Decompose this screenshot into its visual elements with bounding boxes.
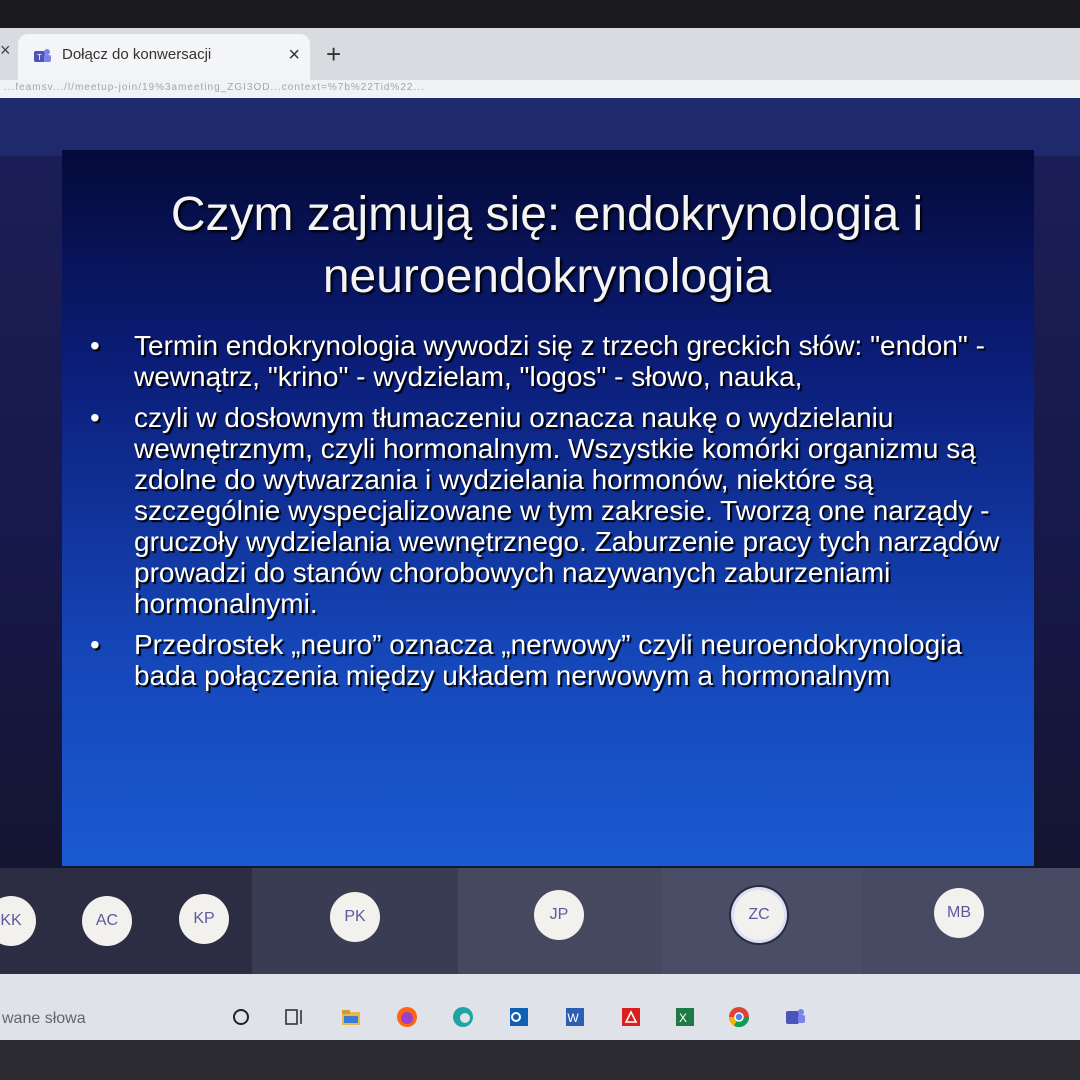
- participant-avatar: MB: [934, 888, 984, 938]
- monitor-bezel: [0, 1040, 1080, 1080]
- slide-bullet-list: [82, 330, 1022, 701]
- participant-tile[interactable]: [252, 868, 458, 974]
- slide-bullet: [82, 629, 1022, 691]
- participant-gallery: [0, 868, 1080, 974]
- shared-presentation-slide: [62, 150, 1034, 866]
- slide-bullet: [82, 402, 1022, 619]
- search-circle-icon[interactable]: [228, 1004, 254, 1030]
- bullet-text: czyli w dosłownym tłumaczeniu oznacza naukę o wydzielaniu wewnętrznym, czyli hormonalnym. Wszystkie komórki organizmu są zdolne do wytwarzania i wydzielania hormonów, niektóre są szczególnie wyspecjalizowane w tym zakresie. Tworzą one narządy - gruczoły wydzielania wewnętrznego. Zaburzenie pracy tych narządów prowadzi do stanów chorobowych nazywanych zaburzeniami hormonalnymi.: [134, 402, 1000, 619]
- bullet-marker: •: [90, 330, 100, 361]
- teams-icon[interactable]: [782, 1004, 808, 1030]
- slide-bullet: [82, 330, 1022, 392]
- participant-tile[interactable]: [862, 868, 1080, 974]
- bullet-marker: •: [90, 629, 100, 660]
- participant-avatar: JP: [534, 890, 584, 940]
- participant-avatar-speaking: ZC: [734, 890, 784, 940]
- svg-text:X: X: [678, 1011, 688, 1025]
- participant-avatar: PK: [330, 892, 380, 942]
- task-view-icon[interactable]: [282, 1004, 308, 1030]
- address-url: ...feamsv.../l/meetup-join/19%3ameeting_ZGI3OD...context=%7b%22Tid%22...: [4, 82, 425, 93]
- participant-avatar: KK: [0, 896, 36, 946]
- windows-taskbar: [0, 974, 1080, 1040]
- participant-avatar: KP: [179, 894, 229, 944]
- browser-tab-active[interactable]: [18, 34, 310, 80]
- new-tab-button[interactable]: +: [326, 39, 342, 69]
- previous-tab-close-icon[interactable]: ×: [0, 40, 11, 60]
- firefox-icon[interactable]: [394, 1004, 420, 1030]
- chrome-icon[interactable]: [726, 1004, 752, 1030]
- svg-text:T: T: [37, 53, 42, 62]
- participant-tile[interactable]: [662, 868, 862, 974]
- bullet-marker: •: [90, 402, 100, 433]
- outlook-icon[interactable]: [506, 1004, 532, 1030]
- acrobat-icon[interactable]: [618, 1004, 644, 1030]
- bullet-text: Przedrostek „neuro” oznacza „nerwowy” czyli neuroendokrynologia bada połączenia między układem nerwowym a hormonalnym: [134, 629, 962, 691]
- meeting-header-band: [0, 98, 1080, 156]
- bullet-text: Termin endokrynologia wywodzi się z trzech greckich słów: "endon" - wewnątrz, "krino" - wydzielam, "logos" - słowo, nauka,: [134, 330, 985, 392]
- participant-tile[interactable]: [458, 868, 662, 974]
- excel-icon[interactable]: [672, 1004, 698, 1030]
- slide-title: Czym zajmują się: endokrynologia i neuroendokrynologia: [170, 188, 924, 303]
- participant-avatar: AC: [82, 896, 132, 946]
- address-bar[interactable]: [0, 80, 1080, 98]
- tab-title: Dołącz do konwersacji: [62, 46, 212, 63]
- word-icon[interactable]: [562, 1004, 588, 1030]
- taskbar-search-box[interactable]: wane słowa: [2, 1010, 86, 1027]
- teams-icon: [32, 46, 52, 66]
- svg-text:W: W: [567, 1011, 579, 1025]
- file-explorer-icon[interactable]: [338, 1004, 364, 1030]
- tab-close-icon[interactable]: ×: [288, 44, 300, 66]
- edge-icon[interactable]: [450, 1004, 476, 1030]
- participant-tile[interactable]: [0, 868, 252, 974]
